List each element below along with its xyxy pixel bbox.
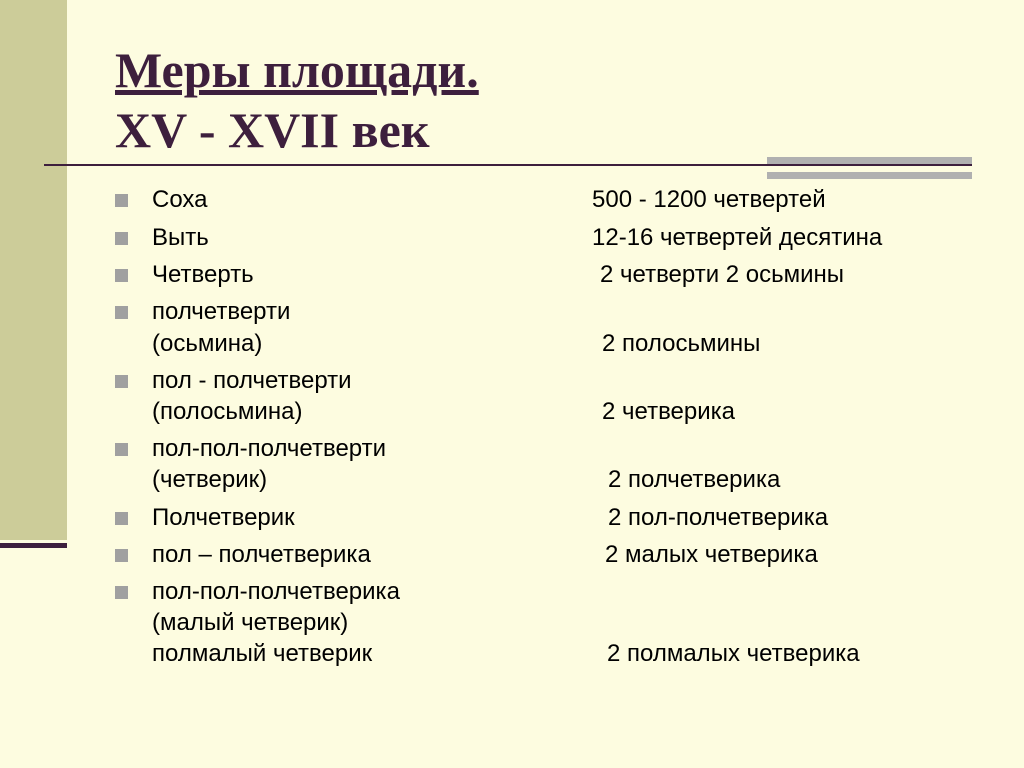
item-value: 12-16 четвертей десятина	[592, 224, 883, 251]
item-name-line-1: пол - полчетверти	[152, 367, 352, 394]
bullet-square-icon	[115, 586, 128, 599]
slide-title-line-1: Меры площади.	[115, 42, 479, 98]
bullet-square-icon	[115, 443, 128, 456]
slide-title-line-2: XV - XVII век	[115, 102, 430, 158]
bullet-square-icon	[115, 269, 128, 282]
item-name: Соха	[152, 186, 208, 213]
item-name: Четверть	[152, 261, 254, 288]
item-name: пол – полчетверика	[152, 541, 371, 568]
bullet-square-icon	[115, 549, 128, 562]
item-value: 2 малых четверика	[605, 541, 818, 568]
item-value: 2 пол-полчетверика	[608, 504, 829, 531]
divider-accent-bar-bottom	[767, 172, 972, 179]
item-name-line-1: пол-пол-полчетверти	[152, 435, 387, 462]
item-value: 2 полчетверика	[608, 466, 781, 493]
item-name-line-2: (малый четверик)	[152, 609, 349, 636]
item-name-line-2: (полосьмина)	[152, 398, 303, 425]
item-name-line-1: полчетверти	[152, 298, 291, 325]
bullet-square-icon	[115, 512, 128, 525]
item-name-line-3: полмалый четверик	[152, 640, 373, 667]
divider-accent-bar-top	[767, 157, 972, 164]
item-value: 2 полосьмины	[602, 330, 761, 357]
bullet-square-icon	[115, 375, 128, 388]
item-name: Выть	[152, 224, 209, 251]
item-name-line-2: (осьмина)	[152, 330, 263, 357]
item-name: Полчетверик	[152, 504, 295, 531]
bullet-square-icon	[115, 306, 128, 319]
item-name-line-2: (четверик)	[152, 466, 268, 493]
title-divider-line	[44, 164, 972, 166]
side-decoration-bar	[0, 0, 67, 540]
bullet-square-icon	[115, 194, 128, 207]
item-name-line-1: пол-пол-полчетверика	[152, 578, 400, 605]
item-value: 2 четверти 2 осьмины	[600, 261, 845, 288]
slide-title	[115, 40, 479, 160]
bullet-square-icon	[115, 232, 128, 245]
item-value: 2 полмалых четверика	[607, 640, 860, 667]
item-value: 2 четверика	[602, 398, 736, 425]
side-decoration-line	[0, 543, 67, 548]
item-value: 500 - 1200 четвертей	[592, 186, 826, 213]
